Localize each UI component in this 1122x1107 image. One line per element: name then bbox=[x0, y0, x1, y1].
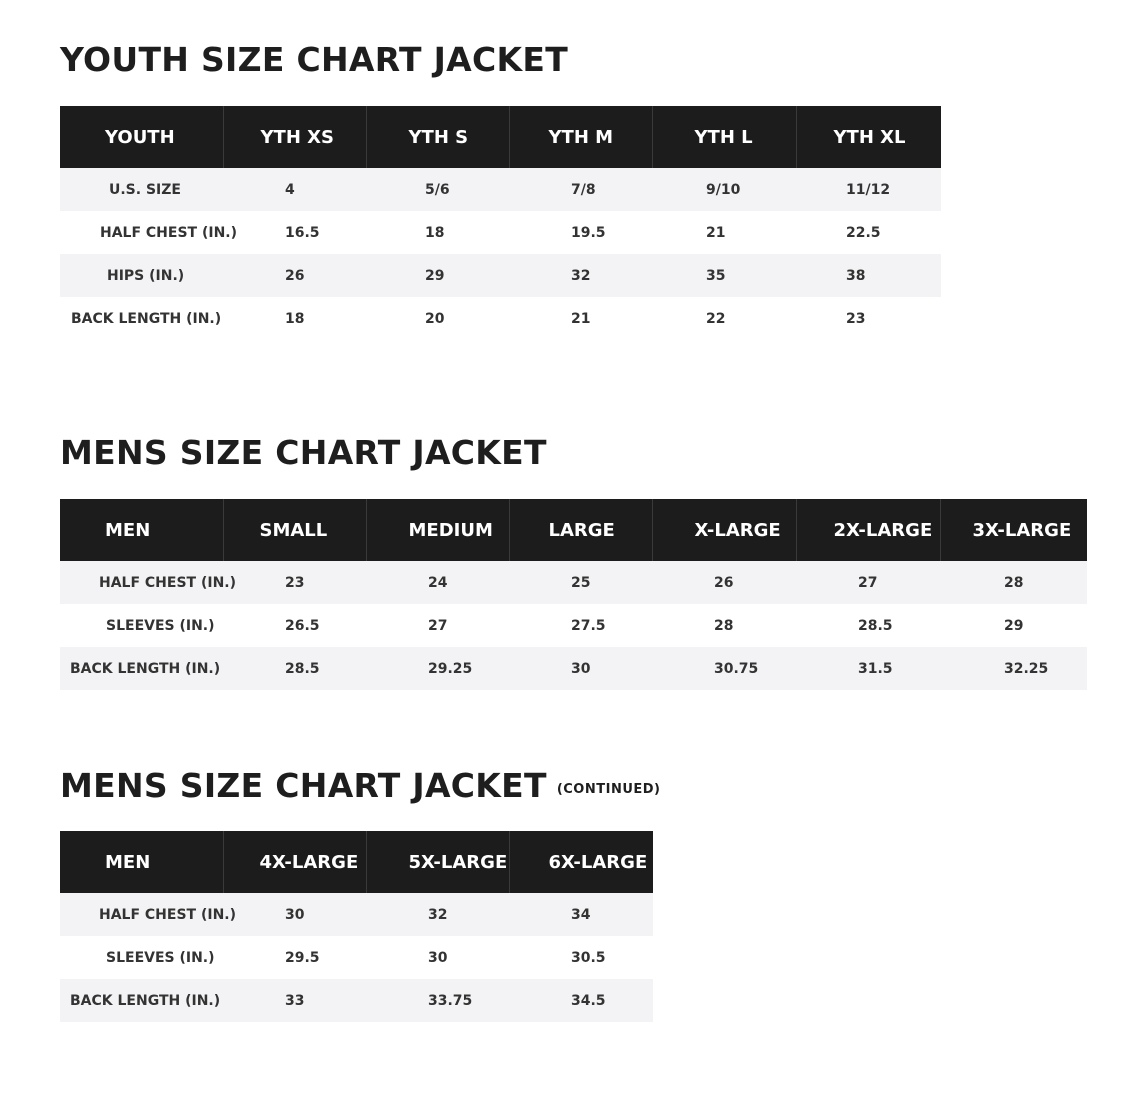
header-size-cell: 3X-LARGE bbox=[940, 499, 1087, 561]
mens-continued-chart-title bbox=[60, 766, 661, 805]
header-size-cell: 2X-LARGE bbox=[796, 499, 940, 561]
header-category-cell: MEN bbox=[60, 831, 223, 893]
measurement-cell: 30.5 bbox=[571, 949, 606, 966]
measurement-cell: 28 bbox=[714, 617, 734, 634]
measurement-cell: 25 bbox=[509, 561, 652, 604]
mens-size-table bbox=[60, 499, 1087, 690]
header-size-cell: SMALL bbox=[223, 499, 366, 561]
row-label: HALF CHEST (IN.) bbox=[60, 893, 223, 936]
row-label: BACK LENGTH (IN.) bbox=[60, 979, 223, 1022]
measurement-cell: 24 bbox=[366, 561, 509, 604]
header-row bbox=[60, 831, 653, 893]
youth-chart-title: YOUTH SIZE CHART JACKET bbox=[60, 40, 569, 79]
table-row bbox=[60, 647, 1087, 690]
measurement-cell: 7/8 bbox=[509, 168, 652, 211]
header-size-cell: 6X-LARGE bbox=[509, 831, 653, 893]
row-label: BACK LENGTH (IN.) bbox=[71, 310, 222, 327]
measurement-cell: 32 bbox=[366, 893, 509, 936]
table-row bbox=[60, 604, 1087, 647]
row-label: HIPS (IN.) bbox=[60, 254, 223, 297]
header-size-cell: 5X-LARGE bbox=[366, 831, 509, 893]
measurement-cell: 28.5 bbox=[223, 647, 366, 690]
measurement-cell: 5/6 bbox=[366, 168, 509, 211]
row-label: SLEEVES (IN.) bbox=[106, 949, 215, 966]
measurement-cell: 21 bbox=[571, 310, 591, 327]
measurement-cell: 29 bbox=[366, 254, 509, 297]
measurement-cell: 18 bbox=[285, 310, 305, 327]
table-row bbox=[60, 168, 941, 211]
measurement-cell: 30.75 bbox=[652, 647, 796, 690]
measurement-cell: 27 bbox=[796, 561, 940, 604]
measurement-cell: 26 bbox=[223, 254, 366, 297]
measurement-cell: 30 bbox=[509, 647, 652, 690]
row-label: HALF CHEST (IN.) bbox=[100, 224, 238, 241]
mens-continued-size-table bbox=[60, 831, 653, 1022]
measurement-cell: 26.5 bbox=[285, 617, 320, 634]
header-size-cell: 4X-LARGE bbox=[223, 831, 366, 893]
measurement-cell: 34 bbox=[509, 893, 653, 936]
mens-continued-title-text: MENS SIZE CHART JACKET bbox=[60, 766, 547, 805]
header-size-cell: X-LARGE bbox=[652, 499, 796, 561]
measurement-cell: 27.5 bbox=[571, 617, 606, 634]
header-size-cell: MEDIUM bbox=[366, 499, 509, 561]
table-row bbox=[60, 297, 941, 340]
measurement-cell: 11/12 bbox=[796, 168, 941, 211]
measurement-cell: 22.5 bbox=[846, 224, 881, 241]
measurement-cell: 29.25 bbox=[366, 647, 509, 690]
measurement-cell: 33.75 bbox=[366, 979, 509, 1022]
header-row bbox=[60, 106, 941, 168]
row-label: BACK LENGTH (IN.) bbox=[60, 647, 223, 690]
header-size-cell: LARGE bbox=[509, 499, 652, 561]
measurement-cell: 32.25 bbox=[940, 647, 1087, 690]
measurement-cell: 34.5 bbox=[509, 979, 653, 1022]
row-label: U.S. SIZE bbox=[60, 168, 223, 211]
header-size-cell: YTH XS bbox=[223, 106, 366, 168]
measurement-cell: 4 bbox=[223, 168, 366, 211]
header-size-cell: YTH XL bbox=[796, 106, 941, 168]
header-category-cell: MEN bbox=[60, 499, 223, 561]
continued-label: (CONTINUED) bbox=[556, 782, 661, 797]
table-row bbox=[60, 211, 941, 254]
mens-chart-title: MENS SIZE CHART JACKET bbox=[60, 433, 547, 472]
measurement-cell: 30 bbox=[428, 949, 448, 966]
measurement-cell: 38 bbox=[796, 254, 941, 297]
measurement-cell: 33 bbox=[223, 979, 366, 1022]
measurement-cell: 21 bbox=[706, 224, 726, 241]
row-label: HALF CHEST (IN.) bbox=[60, 561, 223, 604]
header-size-cell: YTH M bbox=[509, 106, 652, 168]
measurement-cell: 19.5 bbox=[571, 224, 606, 241]
table-row bbox=[60, 254, 941, 297]
measurement-cell: 27 bbox=[428, 617, 448, 634]
measurement-cell: 20 bbox=[425, 310, 445, 327]
header-size-cell: YTH S bbox=[366, 106, 509, 168]
measurement-cell: 26 bbox=[652, 561, 796, 604]
measurement-cell: 23 bbox=[846, 310, 866, 327]
header-category-cell: YOUTH bbox=[60, 106, 223, 168]
measurement-cell: 28 bbox=[940, 561, 1087, 604]
measurement-cell: 28.5 bbox=[858, 617, 893, 634]
measurement-cell: 9/10 bbox=[652, 168, 796, 211]
measurement-cell: 29.5 bbox=[285, 949, 320, 966]
measurement-cell: 35 bbox=[652, 254, 796, 297]
measurement-cell: 30 bbox=[223, 893, 366, 936]
measurement-cell: 29 bbox=[1004, 617, 1024, 634]
table-row bbox=[60, 936, 653, 979]
measurement-cell: 16.5 bbox=[285, 224, 320, 241]
measurement-cell: 31.5 bbox=[796, 647, 940, 690]
measurement-cell: 22 bbox=[706, 310, 726, 327]
measurement-cell: 18 bbox=[425, 224, 445, 241]
row-label: SLEEVES (IN.) bbox=[106, 617, 215, 634]
table-row bbox=[60, 561, 1087, 604]
table-row bbox=[60, 893, 653, 936]
youth-size-table bbox=[60, 106, 941, 340]
header-row bbox=[60, 499, 1087, 561]
table-row bbox=[60, 979, 653, 1022]
header-size-cell: YTH L bbox=[652, 106, 796, 168]
measurement-cell: 23 bbox=[223, 561, 366, 604]
measurement-cell: 32 bbox=[509, 254, 652, 297]
